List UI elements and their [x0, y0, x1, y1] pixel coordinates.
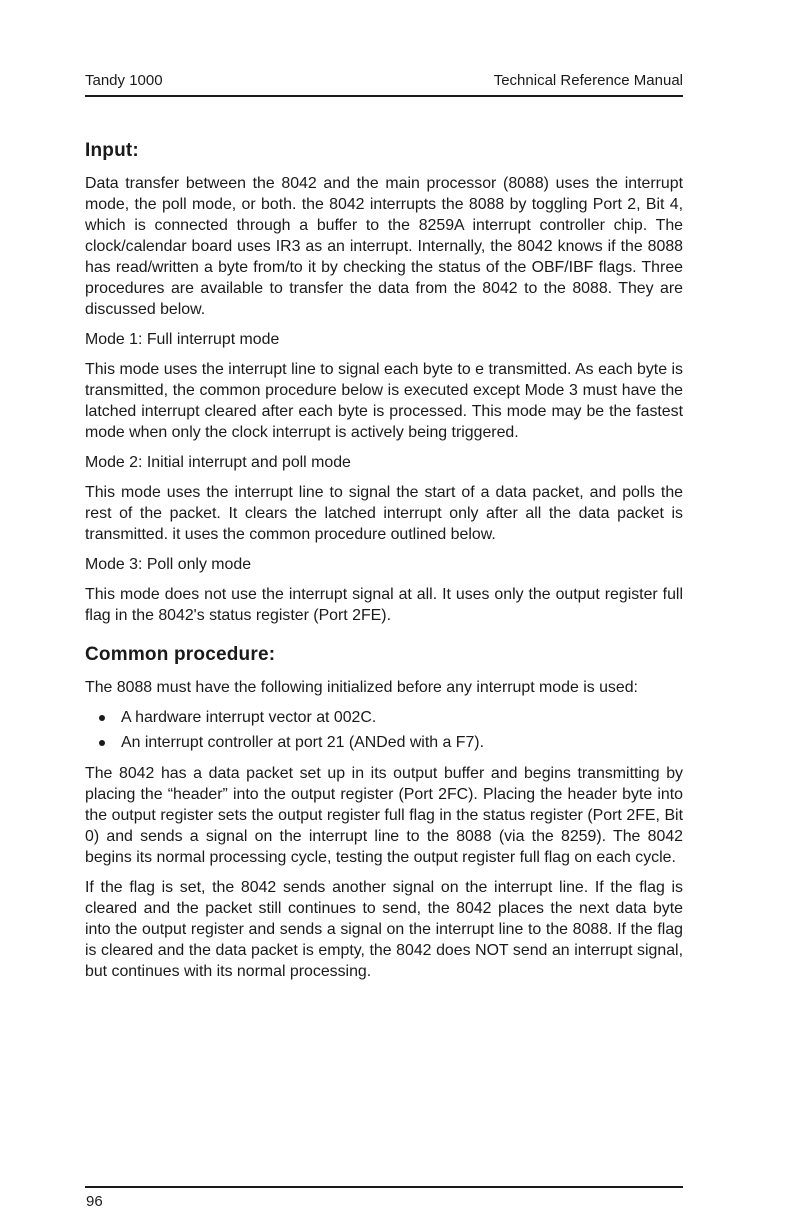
common-procedure-paragraph-2: If the flag is set, the 8042 sends another signal on the interrupt line. If the flag is cleared and the packet still continues to send, the 8042 places the next data byte into the output register and sends a signal on the interrupt line to the 8088. If the flag is cleared and the data packet is empty, the 8042 does NOT send an interrupt signal, but continues with its normal processing. — [85, 879, 683, 980]
list-item — [99, 707, 683, 728]
mode2-paragraph: This mode uses the interrupt line to signal the start of a data packet, and polls the rest of the packet. It clears the latched interrupt only after all the data packet is transmitted. it uses the common procedure outlined below. — [85, 484, 683, 543]
bullet-icon — [99, 715, 105, 721]
page-content — [85, 140, 683, 991]
header-manual-title: Technical Reference Manual — [493, 72, 683, 89]
header-rule — [85, 95, 683, 97]
input-intro-paragraph: Data transfer between the 8042 and the main processor (8088) uses the interrupt mode, the poll mode, or both. the 8042 interrupts the 8088 by toggling Port 2, Bit 4, which is connected through a buffer to the 8259A interrupt controller chip. The clock/calendar board uses IR3 as an interrupt. Internally, the 8042 knows if the 8088 has read/written a byte from/to it by checking the status of the OBF/IBF flags. Three procedures are available to transfer the data from the 8042 to the 8088. They are discussed below. — [85, 175, 683, 318]
footer-rule — [85, 1186, 683, 1188]
header-manual-name: Tandy 1000 — [85, 72, 163, 89]
mode3-paragraph: This mode does not use the interrupt signal at all. It uses only the output register full flag in the 8042's status register (Port 2FE). — [85, 586, 683, 624]
list-item-text: An interrupt controller at port 21 (ANDed with a F7). — [121, 734, 484, 751]
mode1-title: Mode 1: Full interrupt mode — [85, 331, 280, 348]
list-item — [99, 732, 683, 753]
common-procedure-heading: Common procedure: — [85, 644, 276, 665]
list-item-text: A hardware interrupt vector at 002C. — [121, 709, 377, 726]
mode1-paragraph: This mode uses the interrupt line to signal each byte to e transmitted. As each byte is transmitted, the common procedure below is executed except Mode 3 must have the latched interrupt cleared after each byte is processed. This mode may be the fastest mode when only the clock interrupt is actively being triggered. — [85, 361, 683, 441]
requirements-list — [85, 707, 683, 753]
input-heading: Input: — [85, 140, 139, 161]
mode2-title: Mode 2: Initial interrupt and poll mode — [85, 454, 351, 471]
mode3-title: Mode 3: Poll only mode — [85, 556, 252, 573]
page-number: 96 — [86, 1193, 103, 1210]
bullet-icon — [99, 740, 105, 746]
running-header — [85, 72, 683, 94]
common-procedure-intro: The 8088 must have the following initialized before any interrupt mode is used: — [85, 679, 638, 696]
common-procedure-paragraph-1: The 8042 has a data packet set up in its output buffer and begins transmitting by placing the “header” into the output register (Port 2FC). Placing the header byte into the output register sets the output register full flag in the status register (Port 2FE, Bit 0) and sends a signal on the interrupt line to the 8088 (via the 8259). The 8042 begins its normal processing cycle, testing the output register full flag on each cycle. — [85, 765, 683, 866]
document-page — [85, 0, 683, 1228]
